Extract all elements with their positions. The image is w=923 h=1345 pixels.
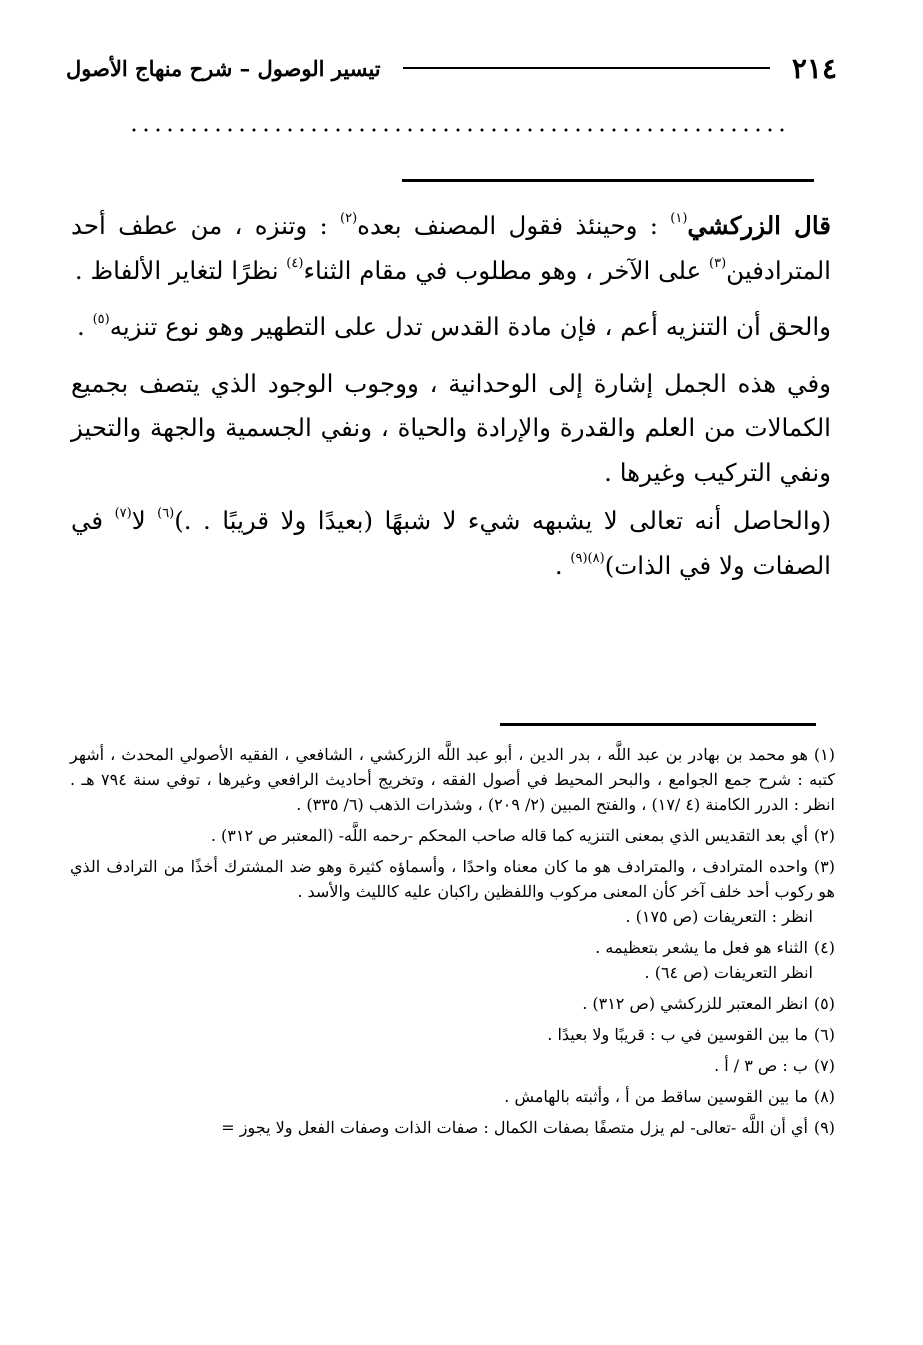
footnote-marker: (٤) <box>813 938 835 957</box>
paragraph-text: . <box>77 312 93 341</box>
footnote-ref-1[interactable]: (١) <box>670 211 688 226</box>
paragraph-text: في الصفات ولا في الذات) <box>71 506 831 580</box>
footnote-8 <box>70 1084 835 1109</box>
footnote-body <box>70 823 835 848</box>
footnote-text: ما بين القوسين ساقط من أ ، وأثبته بالهامش . <box>504 1087 808 1106</box>
paragraph-text: نظرًا لتغاير الألفاظ . <box>74 255 287 285</box>
main-text <box>71 204 831 600</box>
page-number: ٢١٤ <box>791 51 837 85</box>
footnote-ref-7[interactable]: (٧) <box>114 506 132 521</box>
footnote-text: أي بعد التقديس الذي بمعنى التنزيه كما قاله صاحب المحكم -رحمه اللَّه- (المعتبر ص ٣١٢) . <box>210 826 808 845</box>
footnote-text: هو محمد بن بهادر بن عبد اللَّه ، بدر الدين ، أبو عبد اللَّه الزركشي ، الشافعي ، الفقيه الأصولي المحدث ، أشهر كتبه : شرح جمع الجوامع ، والبحر المحيط في أصول الفقه ، وتخريج أحاديث الرافعي وغيرها ، توفي سنة ٧٩٤ هـ . انظر : الدرر الكامنة (٤ /١٧) ، والفتح المبين (٢/ ٢٠٩) ، وشذرات الذهب (٦/ ٣٣٥) . <box>70 745 835 814</box>
footnote-reference: انظر التعريفات (ص ٦٤) . <box>644 963 813 982</box>
footnote-body <box>70 991 835 1016</box>
paragraph-text: : وحينئذ فقول المصنف بعده <box>357 211 671 240</box>
running-head <box>66 48 837 88</box>
footnote-body <box>70 742 835 817</box>
footnote-1 <box>70 742 835 817</box>
footnote-5 <box>70 991 835 1016</box>
footnote-reference: انظر : التعريفات (ص ١٧٥) . <box>625 907 813 926</box>
footnote-marker: (٨) <box>813 1087 835 1106</box>
footnote-ref-8-9[interactable]: (٨)(٩) <box>570 550 605 566</box>
footnote-marker: (٣) <box>813 857 835 876</box>
footnote-marker: (٧) <box>813 1056 835 1075</box>
footnote-body <box>70 1053 835 1078</box>
footnote-2 <box>70 823 835 848</box>
footnote-ref-5[interactable]: (٥) <box>92 312 110 327</box>
footnote-body <box>70 1022 835 1047</box>
footnote-marker: (٦) <box>813 1025 835 1044</box>
paragraph-text: : وتنزه ، من عطف أحد المترادفين <box>71 211 831 285</box>
paragraph-4 <box>71 499 831 588</box>
footnote-body <box>70 854 835 904</box>
paragraph-1 <box>71 204 831 293</box>
footnote-9 <box>70 1115 835 1140</box>
footnote-marker: (٢) <box>813 826 835 845</box>
paragraph-text: على الآخر ، وهو مطلوب في مقام الثناء <box>303 255 710 285</box>
footnote-text: انظر المعتبر للزركشي (ص ٣١٢) . <box>582 994 808 1013</box>
footnote-marker: (٥) <box>813 994 835 1013</box>
quoted-author: قال الزركشي <box>687 211 832 240</box>
footnote-text: واحده المترادف ، والمترادف هو ما كان معناه واحدًا ، وأسماؤه كثيرة وهو ضد المشترك أخذًا من الترادف الذي هو ركوب أحد خلف آخر كأن المعنى مركوب واللفظين راكبان عليه كالليث والأسد . <box>70 857 835 901</box>
footnote-4 <box>70 935 835 985</box>
footnote-3 <box>70 854 835 929</box>
footnote-marker: (١) <box>813 745 835 764</box>
header-rule <box>403 67 770 69</box>
footnote-rule <box>500 723 816 726</box>
footnote-body <box>70 1115 835 1140</box>
paragraph-text: لا <box>131 506 158 535</box>
paragraph-text: . <box>554 550 571 580</box>
footnote-ref-4[interactable]: (٤) <box>286 255 304 271</box>
footnote-marker: (٩) <box>813 1118 835 1137</box>
footnote-text: أي أن اللَّه -تعالى- لم يزل متصفًا بصفات الكمال : صفات الذات وصفات الفعل ولا يجوز = <box>221 1118 808 1137</box>
dotted-separator <box>128 125 788 135</box>
footnote-text: ب : ص ٣ / أ . <box>714 1056 808 1075</box>
paragraph-3: وفي هذه الجمل إشارة إلى الوحدانية ، ووجوب الوجود الذي يتصف بجميع الكمالات من العلم والقدرة والإرادة والحياة ، ونفي الجسمية والجهة والتحيز ونفي التركيب وغيرها . <box>71 368 831 487</box>
footnote-ref-3[interactable]: (٣) <box>709 255 727 271</box>
footnote-7 <box>70 1053 835 1078</box>
footnote-ref-6[interactable]: (٦) <box>157 506 175 521</box>
paragraph-2 <box>71 305 831 350</box>
paragraph-text: (والحاصل أنه تعالى لا يشبهه شيء لا شبهًا (بعيدًا ولا قريبًا . .) <box>174 506 832 535</box>
footnote-body <box>70 935 835 960</box>
footnote-body <box>70 1084 835 1109</box>
footnote-text: الثناء هو فعل ما يشعر بتعظيمه . <box>595 938 808 957</box>
section-rule <box>402 179 814 182</box>
footnotes <box>70 742 835 1146</box>
footnote-text: ما بين القوسين في ب : قريبًا ولا بعيدًا . <box>547 1025 808 1044</box>
paragraph-text: والحق أن التنزيه أعم ، فإن مادة القدس تدل على التطهير وهو نوع تنزيه <box>109 312 831 341</box>
footnote-6 <box>70 1022 835 1047</box>
footnote-ref-2[interactable]: (٢) <box>340 211 358 226</box>
book-title: تيسير الوصول – شرح منهاج الأصول <box>66 55 381 81</box>
